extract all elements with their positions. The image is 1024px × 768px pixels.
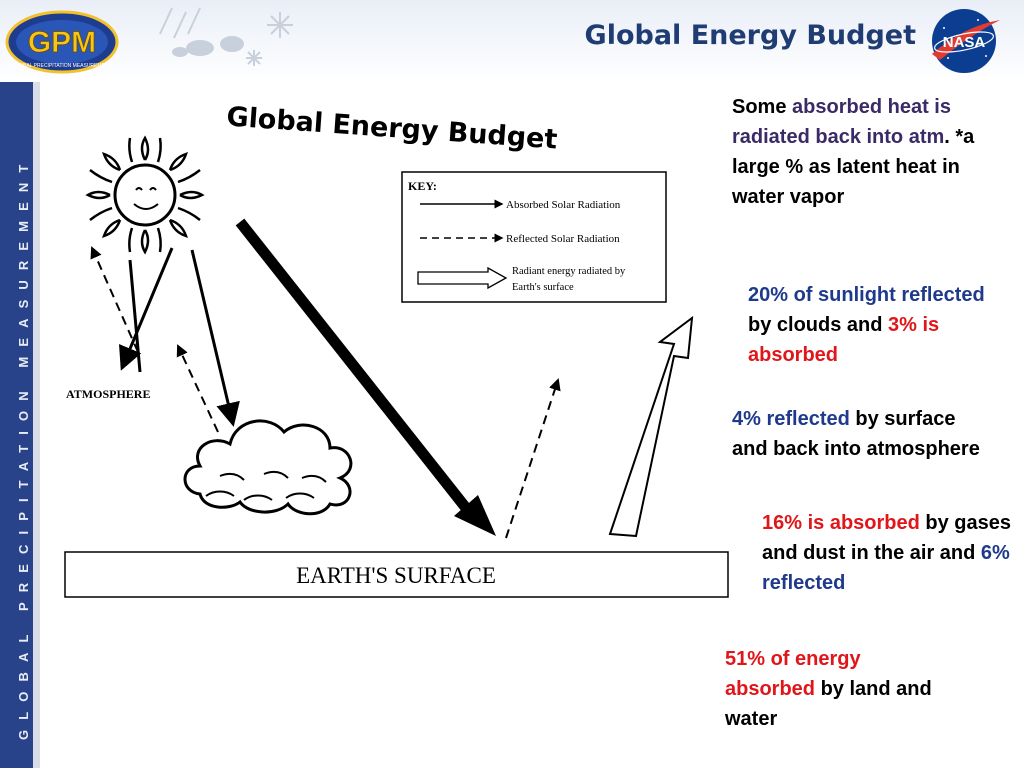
note-3-part-b: by surface and back into atmosphere xyxy=(732,408,980,460)
note-5-part-b: by land and water xyxy=(725,678,932,730)
header-bar xyxy=(0,0,1024,82)
gpm-logo-text: GPM xyxy=(27,26,97,59)
atmosphere-label: ATMOSPHERE xyxy=(66,387,151,401)
reflected-arrow-cloud xyxy=(178,346,218,432)
gpm-logo xyxy=(4,8,120,74)
note-2-part-b: by clouds and xyxy=(748,314,889,336)
note-1-part-a: Some xyxy=(732,96,793,118)
diagram-title: Global Energy Budget xyxy=(225,101,559,156)
key-radiant-label-2: Earth's surface xyxy=(512,282,574,293)
note-4-part-a: 16% is absorbed xyxy=(762,512,920,534)
note-surface-reflection xyxy=(732,404,994,464)
nasa-logo xyxy=(926,6,1002,76)
slide-title: Global Energy Budget xyxy=(584,20,916,51)
note-2-part-a: 20% of sunlight reflected xyxy=(748,284,985,306)
key-legend xyxy=(402,172,666,302)
side-band-text: GLOBAL PRECIPITATION MEASUREMENT xyxy=(16,154,31,740)
cloud-icon xyxy=(185,421,351,514)
radiant-arrow xyxy=(610,318,692,536)
energy-budget-diagram xyxy=(40,82,730,602)
gpm-logo-subtext: GLOBAL PRECIPITATION MEASUREMENT xyxy=(12,63,112,69)
note-land-water xyxy=(725,644,955,734)
note-1-part-b: absorbed heat is radiated back into atm xyxy=(732,96,951,148)
key-reflected-label: Reflected Solar Radiation xyxy=(506,233,620,245)
note-2-part-c: 3% is absorbed xyxy=(748,314,940,366)
weather-decoration-icon xyxy=(140,4,300,70)
note-4-part-c: 6% reflected xyxy=(762,542,1010,594)
sun-icon xyxy=(88,138,202,252)
note-3-part-a: 4% reflected xyxy=(732,408,850,430)
note-clouds xyxy=(748,280,1010,370)
note-latent-heat xyxy=(732,92,994,212)
absorbed-arrow-cloud xyxy=(192,250,233,424)
note-5-part-a: 51% of energy absorbed xyxy=(725,648,861,700)
key-radiant-label-1: Radiant energy radiated by xyxy=(512,266,626,277)
note-4-part-b: by gases and dust in the air and xyxy=(762,512,1012,564)
note-1-part-c: . *a large % as latent heat in water vapor xyxy=(732,126,975,208)
key-absorbed-label: Absorbed Solar Radiation xyxy=(506,199,621,211)
nasa-logo-text: NASA xyxy=(942,34,986,51)
earth-surface-label: EARTH'S SURFACE xyxy=(296,563,496,588)
reflected-arrow-surface xyxy=(506,380,558,538)
note-gases-dust xyxy=(762,508,1012,598)
absorbed-arrow-atmosphere xyxy=(130,260,140,372)
key-title: KEY: xyxy=(408,179,437,193)
